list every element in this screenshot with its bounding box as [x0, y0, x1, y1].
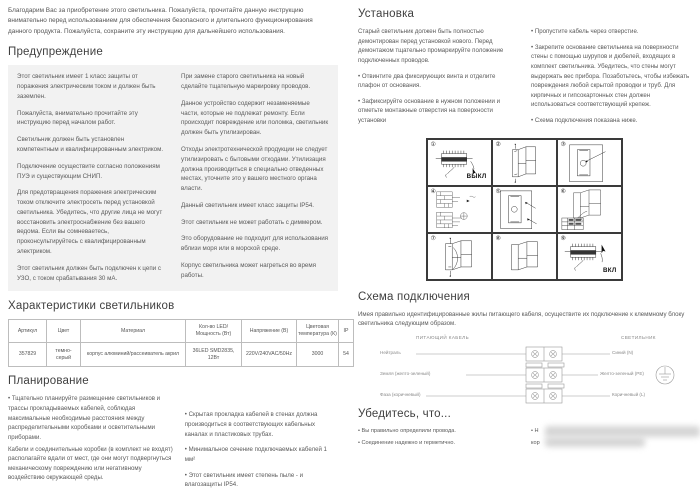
warning-item: Данный светильник имеет класс защиты IP54. [181, 201, 315, 209]
step-number: ⑨ [560, 235, 566, 242]
wire-label-right: Коричневый (L) [612, 392, 646, 398]
luminaire-unscrew-icon [493, 140, 556, 186]
ensure-item: кор [531, 439, 540, 446]
assembled-luminaire-icon [493, 234, 556, 280]
scheme-heading: Схема подключения [358, 290, 470, 303]
cell-color-temp: 3000 [297, 343, 339, 367]
installation-item: • Пропустите кабель через отверстие. [531, 28, 639, 35]
warning-item: Пожалуйста, внимательно прочитайте эту инструкцию перед началом работ. [17, 109, 138, 127]
step-label-off: ВЫКЛ [466, 172, 487, 180]
warning-item: Подключение осуществите согласно положениям ПУЭ и существующим СНИП. [17, 162, 160, 180]
warning-item: Этот светильник не может работать с диммером. [181, 218, 323, 226]
header-luminaire: СВЕТИЛЬНИК [621, 335, 656, 341]
cell-color: темно-серый [47, 343, 81, 367]
ensure-item: • Н [531, 428, 539, 435]
planning-item: • Этот светильник имеет степень пыле - и влагозащиты IP54. [184, 471, 304, 489]
redacted-text-block [545, 437, 645, 447]
table-row [9, 343, 354, 367]
installation-right-column [531, 27, 690, 132]
warning-item: Это оборудование не подходит для использования вблизи моря или в морской среде. [181, 235, 329, 253]
planning-content [8, 394, 338, 495]
installation-heading: Установка [358, 8, 415, 20]
warning-item: Данное устройство содержит незаменяемые части, которые не подлежат ремонту. Если происходит повреждение или поломка, светильник должен быть утилизирован. [181, 99, 329, 137]
step-number: ⑧ [495, 235, 501, 242]
warning-item: Корпус светильника может нагреться во время работы. [181, 262, 316, 279]
specifications-table [8, 319, 354, 367]
column-header: Напряжение (В) [242, 320, 297, 343]
cell-led-power: 36LED SMD2835, 12Вт [186, 343, 242, 367]
ensure-heading: Убедитесь, что... [358, 408, 451, 421]
step-number: ④ [430, 188, 436, 195]
installation-item: • Схема подключения показана ниже. [531, 117, 638, 124]
step-number: ⑦ [430, 235, 436, 242]
wiring-column-headers [358, 335, 690, 340]
scheme-intro: Имея правильно идентифицированные жилы питающего кабеля, осуществите их подключение к клеммному блоку светильника следующим образом. [358, 310, 685, 328]
ensure-item: • Соединение надежно и герметично. [358, 439, 456, 446]
base-mounting-icon [493, 187, 556, 233]
planning-item: • Скрытая прокладка кабелей в стенах должна производиться в соответствующих кабельных каналах и пластиковых трубах. [184, 411, 318, 438]
column-header: Кол-во LED/ Мощность (Вт) [186, 320, 242, 343]
diagram-step-7 [427, 233, 492, 280]
ensure-content [358, 427, 690, 450]
table-header-row [9, 320, 354, 343]
wire-label-left: Фаза (коричневый) [380, 392, 421, 398]
diagram-step-1 [427, 139, 492, 186]
installation-text [358, 27, 690, 132]
diagram-step-9 [557, 233, 622, 280]
cell-material: корпус алюминий/рассеиватель акрил [81, 343, 186, 367]
warning-item: Светильник должен быть установлен компетентным и квалифицированным электриком. [17, 136, 164, 153]
cell-voltage: 220V/240VAC/50Hz [242, 343, 297, 367]
step-number: ③ [560, 141, 566, 148]
warning-item: При замене старого светильника на новый сделайте тщательную маркировку проводов. [181, 73, 311, 90]
warning-item: Этот светильник имеет 1 класс защиты от поражения электрическим током и должен быть заземлен. [17, 73, 156, 100]
ensure-left-column [358, 427, 517, 450]
wire-label-right: Синий (N) [612, 350, 634, 356]
planning-item: • Тщательно планируйте размещение светильников и трассы прокладываемых кабелей, соблюдая максимальные необходимые расстояния между распределительными коробками и осветительными приборами. [8, 395, 161, 441]
cell-ip: 54 [339, 343, 354, 367]
specs-heading: Характеристики светильников [8, 300, 175, 313]
diagram-step-8 [492, 233, 557, 280]
diffuser-attach-icon [428, 234, 491, 280]
installation-item: • Отвинтите два фиксирующих винта и отделите плафон от основания. [358, 72, 496, 90]
installation-left-column [358, 27, 517, 132]
warning-left-column [17, 72, 165, 283]
column-header: Артикул [9, 320, 47, 343]
planning-left-column [8, 394, 173, 495]
ensure-item: • Вы правильно определили провода. [358, 428, 456, 435]
warning-panel [8, 65, 338, 291]
step-number: ② [495, 141, 501, 148]
warning-item: Отходы электротехнической продукции не следует утилизировать с бытовыми отходами. Утилизация должна производиться в специально отведенных местах, уточните это у вашего местного органа власти. [181, 145, 328, 193]
right-column [350, 0, 700, 479]
planning-heading: Планирование [8, 375, 89, 388]
step-number: ⑥ [560, 188, 566, 195]
warning-item: Для предотвращения поражения электрическим током отключите электросеть перед установкой светильника. Убедитесь, что другие лица не могут восстановить электроснабжение без вашего ведома. Если вы сомневаетесь, проконсультируйтесь с квалифицированным электриком. [17, 189, 163, 256]
diagram-step-3 [557, 139, 622, 186]
column-header: Материал [81, 320, 186, 343]
redacted-text-block [545, 426, 700, 437]
planning-item: Кабели и соединительные коробки (в комплект не входят) располагайте вдали от мест, где они могут подвергнуться механическому повреждению или негативному воздействию окружающей среды. [8, 445, 173, 482]
step-number: ⑤ [495, 188, 501, 195]
wire-label-left: Земля (желто-зеленый) [380, 371, 431, 377]
intro-paragraph: Благодарим Вас за приобретение этого светильника. Пожалуйста, прочитайте данную инструкцию внимательно перед использованием для обеспечения безопасного и длительного функционирования данного продукта. Пожалуйста, сохраните эту инструкцию для дальнейшего использования. [8, 7, 313, 35]
header-supply-cable: ПИТАЮЩИЙ КАБЕЛЬ [416, 335, 469, 341]
step-number: ① [430, 141, 436, 148]
installation-item: • Закрепите основание светильника на поверхности стены с помощью шурупов и дюбелей, входящих в комплект светильника. Убедитесь, что стены могут выдержать вес прибора. Позаботьтесь, чтобы избежать повреждения любой скрытой проводки и труб. Для кирпичных и гипсокартонных стен должен использоваться соответствующий крепеж. [531, 43, 690, 109]
diagram-step-5 [492, 186, 557, 233]
installation-diagram-grid [426, 138, 623, 281]
warning-heading: Предупреждение [8, 46, 103, 59]
installation-item: Старый светильник должен быть полностью демонтирован перед установкой нового. Перед демонтажом тщательно промаркируйте положение подключенных проводов. [358, 28, 504, 64]
warning-right-column [181, 72, 329, 283]
wire-label-right: Желто-зеленый (PE) [600, 371, 644, 377]
installation-item: • Зафиксируйте основание в нужном положении и отметьте монтажные отверстия на поверхности установки [358, 97, 501, 124]
cell-article: 357829 [9, 343, 47, 367]
planning-item: • Минимальное сечение подключаемых кабелей 1 мм² [184, 446, 327, 463]
column-header: Цветовая температура (К) [297, 320, 339, 343]
wall-marking-icon [558, 140, 621, 186]
column-header: Цвет [47, 320, 81, 343]
wiring-diagram [358, 342, 690, 404]
diagram-step-2 [492, 139, 557, 186]
diagram-step-4 [427, 186, 492, 233]
column-header: IP [339, 320, 354, 343]
planning-right-column [185, 394, 338, 495]
wire-label-left: Нейтраль [380, 350, 401, 356]
wall-anchor-types-icon [428, 187, 491, 233]
installation-diagram-grid-wrapper [356, 138, 692, 281]
left-column [0, 0, 350, 489]
diagram-step-6 [557, 186, 622, 233]
warning-item: Этот светильник должен быть подключен к цепи с УЗО, с током срабатывания 30 мА. [17, 264, 161, 282]
step-label-on: ВКЛ [603, 266, 617, 274]
wire-connection-icon [558, 187, 621, 233]
ensure-right-column [531, 427, 690, 450]
